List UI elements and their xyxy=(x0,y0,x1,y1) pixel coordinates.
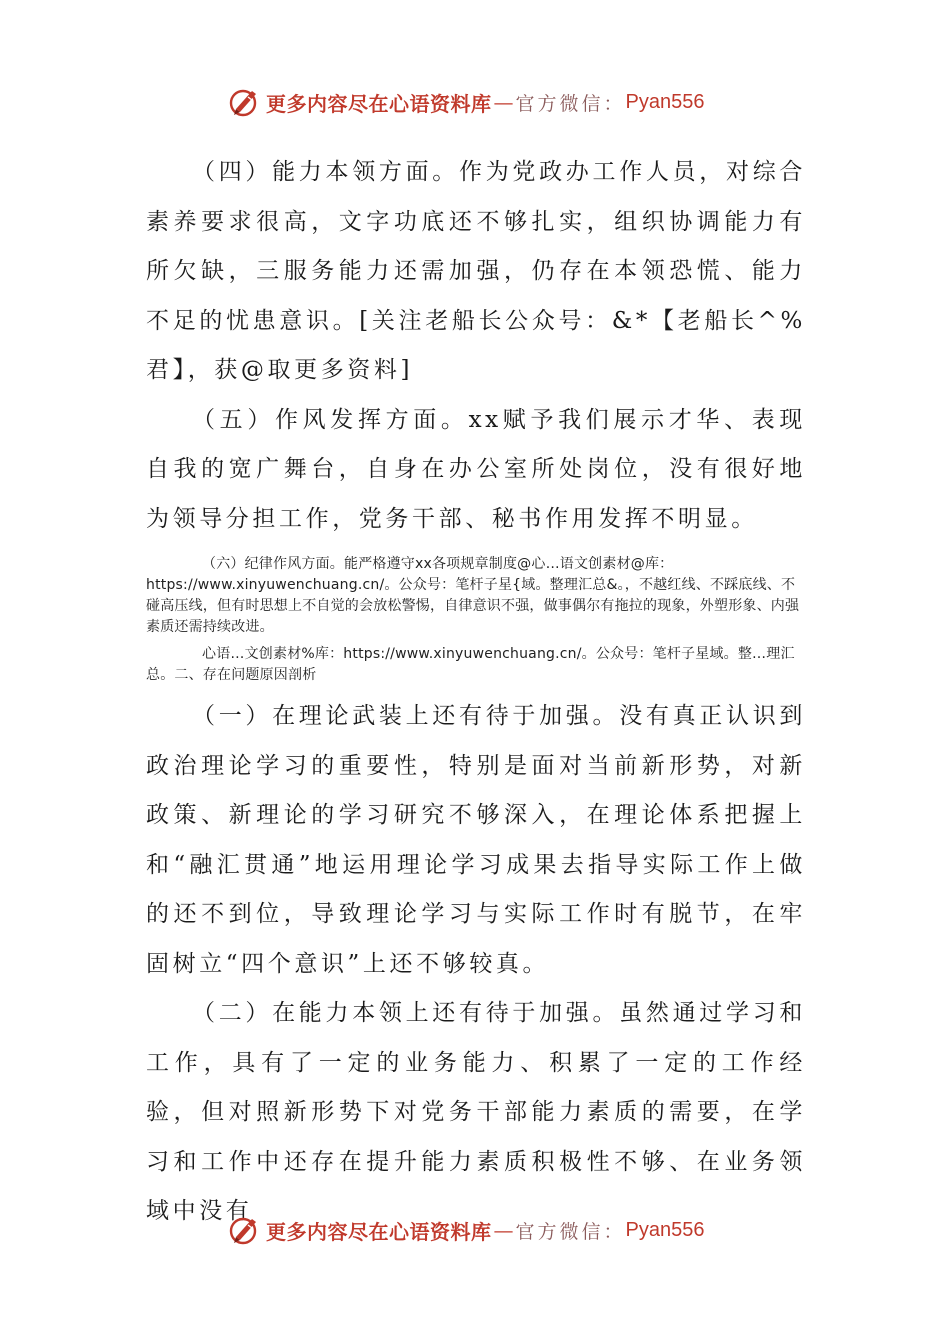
paragraph-capability: （二）在能力本领上还有待于加强。虽然通过学习和工作，具有了一定的业务能力、积累了一定的工作经验，但对照新形势下对党务干部能力素质的需要，在学习和工作中还存在提升能力素质积极性不够、在业务领域中没有 xyxy=(146,1000,806,1224)
banner-separator: — xyxy=(493,1218,514,1242)
footer-banner xyxy=(228,1212,704,1248)
paragraph-style: （五）作风发挥方面。xx赋予我们展示才华、表现自我的宽广舞台，自身在办公室所处岗位，没有很好地为领导分担工作，党务干部、秘书作用发挥不明显。 xyxy=(146,406,806,532)
banner-main-text: 更多内容尽在心语资料库 xyxy=(266,1219,492,1244)
paragraph-ability: （四）能力本领方面。作为党政办工作人员，对综合素养要求很高，文字功底还不够扎实，组织协调能力有所欠缺，三服务能力还需加强，仍存在本领恐慌、能力不足的忧患意识。[关注老船长公众号：&*【老船长^%君】，获@取更多资料] xyxy=(146,159,806,383)
header-banner xyxy=(228,84,704,120)
banner-sub-text: 官方微信： xyxy=(515,1220,626,1243)
paragraph-discipline: （六）纪律作风方面。能严格遵守xx各项规章制度@心…语文创素材@库：https://www.xinyuwenchuang.cn/。公众号：笔杆子星{域。整理汇总&。，不越红线、不踩底线、不碰高压线，但有时思想上不自觉的会放松警惕，自律意识不强，做事偶尔有拖拉的现象，外塑形象、内强素质还需持续改进。 xyxy=(146,556,800,635)
banner-sub-text: 官方微信： xyxy=(515,92,626,115)
pen-nib-logo-icon xyxy=(228,1213,262,1247)
document-body xyxy=(146,148,806,1237)
banner-wechat-id: Pyan556 xyxy=(625,1218,705,1241)
paragraph-watermark-section: 心语…文创素材%库：https://www.xinyuwenchuang.cn/。公众号：笔杆子星域。整…理汇总。二、存在问题原因剖析 xyxy=(146,646,795,683)
banner-wechat-id: Pyan556 xyxy=(625,90,705,113)
paragraph-theory: （一）在理论武装上还有待于加强。没有真正认识到政治理论学习的重要性，特别是面对当前新形势，对新政策、新理论的学习研究不够深入，在理论体系把握上和“融汇贯通”地运用理论学习成果去指导实际工作上做的还不到位，导致理论学习与实际工作时有脱节，在牢固树立“四个意识”上还不够较真。 xyxy=(146,703,806,977)
pen-nib-logo-icon xyxy=(228,85,262,119)
banner-separator: — xyxy=(493,90,514,114)
banner-main-text: 更多内容尽在心语资料库 xyxy=(266,91,492,116)
